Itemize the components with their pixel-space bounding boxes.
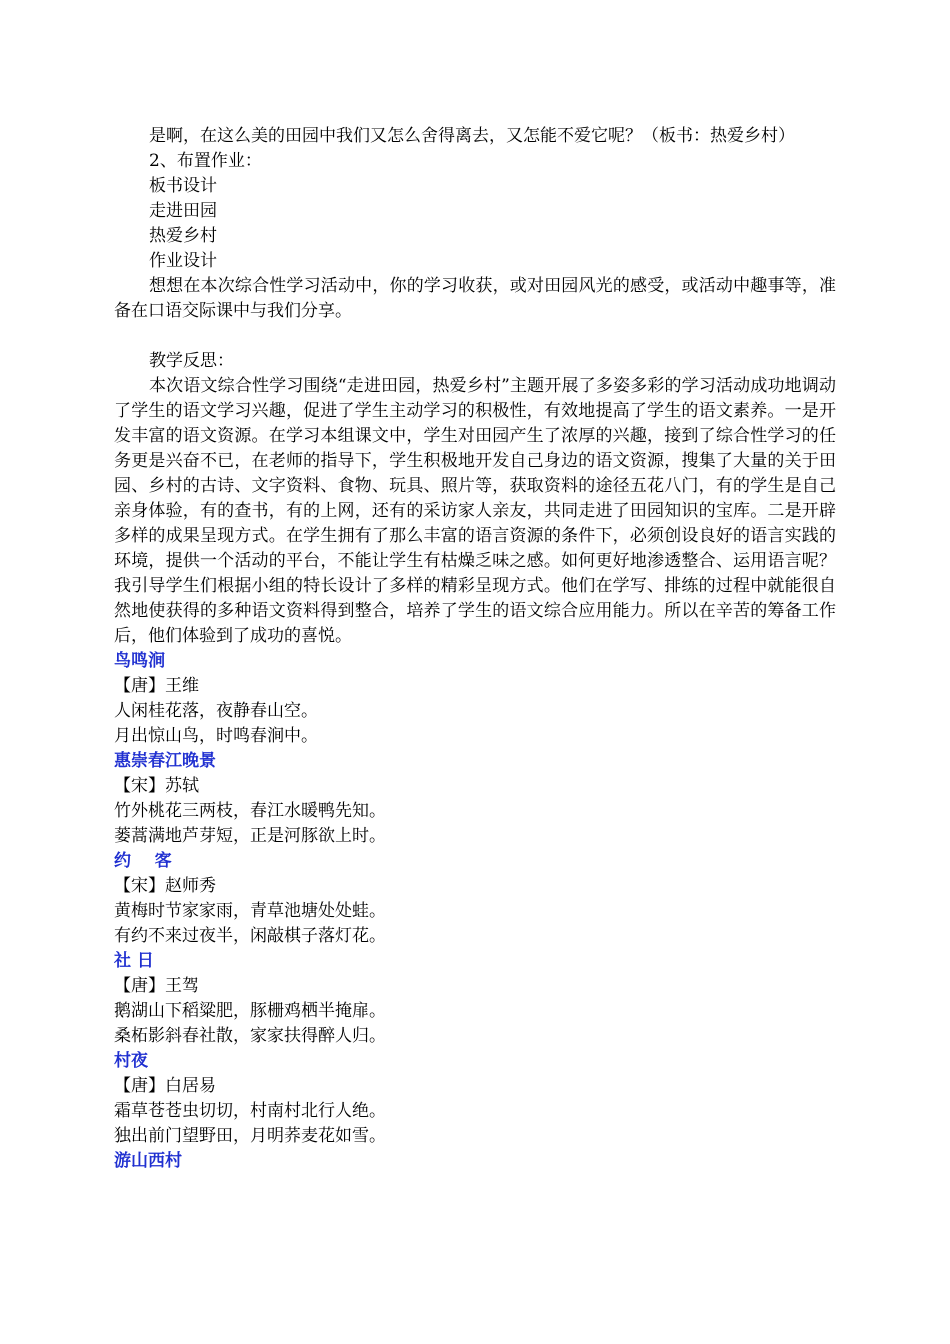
board-line-1: 走进田园 bbox=[149, 201, 217, 221]
poem-line: 鹅湖山下稻粱肥，豚栅鸡栖半掩扉。 bbox=[114, 1001, 386, 1021]
poem-author: 【宋】苏轼 bbox=[114, 776, 199, 796]
poem bbox=[114, 949, 836, 1049]
homework-paragraph: 想想在本次综合性学习活动中，你的学习收获，或对田园风光的感受，或活动中趣事等，准备在口语交际课中与我们分享。 bbox=[114, 276, 836, 321]
poem-title: 惠崇春江晚景 bbox=[114, 751, 216, 771]
document-body bbox=[114, 124, 836, 1174]
poem bbox=[114, 1149, 836, 1174]
reflection-heading: 教学反思： bbox=[149, 351, 234, 371]
poem-author: 【唐】白居易 bbox=[114, 1076, 216, 1096]
poem-line: 独出前门望野田，月明荞麦花如雪。 bbox=[114, 1126, 386, 1146]
poem-title: 社 日 bbox=[114, 951, 154, 971]
poem-title: 村夜 bbox=[114, 1051, 148, 1071]
poem bbox=[114, 649, 836, 749]
poem-author: 【唐】王驾 bbox=[114, 976, 199, 996]
poem-title: 鸟鸣涧 bbox=[114, 651, 165, 671]
poem-line: 月出惊山鸟，时鸣春涧中。 bbox=[114, 726, 318, 746]
poem-line: 人闲桂花落，夜静春山空。 bbox=[114, 701, 318, 721]
closing-paragraph: 是啊，在这么美的田园中我们又怎么舍得离去，又怎能不爱它呢？（板书：热爱乡村） bbox=[149, 126, 795, 146]
poem-line: 蒌蒿满地芦芽短，正是河豚欲上时。 bbox=[114, 826, 386, 846]
poem-author: 【宋】赵师秀 bbox=[114, 876, 216, 896]
homework-design-heading: 作业设计 bbox=[149, 251, 217, 271]
poem-title: 游山西村 bbox=[114, 1151, 182, 1171]
homework-heading: 2、布置作业： bbox=[149, 151, 262, 171]
reflection-paragraph: 本次语文综合性学习围绕“走进田园，热爱乡村”主题开展了多姿多彩的学习活动成功地调动了学生的语文学习兴趣，促进了学生主动学习的积极性，有效地提高了学生的语文素养。一是开发丰富的语文资源。在学习本组课文中，学生对田园产生了浓厚的兴趣，接到了综合性学习的任务更是兴奋不已，在老师的指导下，学生积极地开发自己身边的语文资源，搜集了大量的关于田园、乡村的古诗、文字资料、食物、玩具、照片等，获取资料的途径五花八门，有的学生是自己亲身体验，有的查书，有的上网，还有的采访家人亲友，共同走进了田园知识的宝库。二是开辟多样的成果呈现方式。在学生拥有了那么丰富的语言资源的条件下，必须创设良好的语言实践的环境，提供一个活动的平台，不能让学生有枯燥乏味之感。如何更好地渗透整合、运用语言呢？我引导学生们根据小组的特长设计了多样的精彩呈现方式。他们在学写、排练的过程中就能很自然地使获得的多种语文资料得到整合，培养了学生的语文综合应用能力。所以在辛苦的筹备工作后，他们体验到了成功的喜悦。 bbox=[114, 376, 836, 646]
poem bbox=[114, 849, 836, 949]
poem-line: 竹外桃花三两枝，春江水暖鸭先知。 bbox=[114, 801, 386, 821]
poem-line: 桑柘影斜春社散，家家扶得醉人归。 bbox=[114, 1026, 386, 1046]
board-design-heading: 板书设计 bbox=[149, 176, 217, 196]
poem-title: 约 客 bbox=[114, 851, 172, 871]
poem-line: 有约不来过夜半，闲敲棋子落灯花。 bbox=[114, 926, 386, 946]
poem-line: 霜草苍苍虫切切，村南村北行人绝。 bbox=[114, 1101, 386, 1121]
poem-author: 【唐】王维 bbox=[114, 676, 199, 696]
poem bbox=[114, 749, 836, 849]
blank-line bbox=[114, 324, 836, 349]
poem-line: 黄梅时节家家雨，青草池塘处处蛙。 bbox=[114, 901, 386, 921]
board-line-2: 热爱乡村 bbox=[149, 226, 217, 246]
poem bbox=[114, 1049, 836, 1149]
